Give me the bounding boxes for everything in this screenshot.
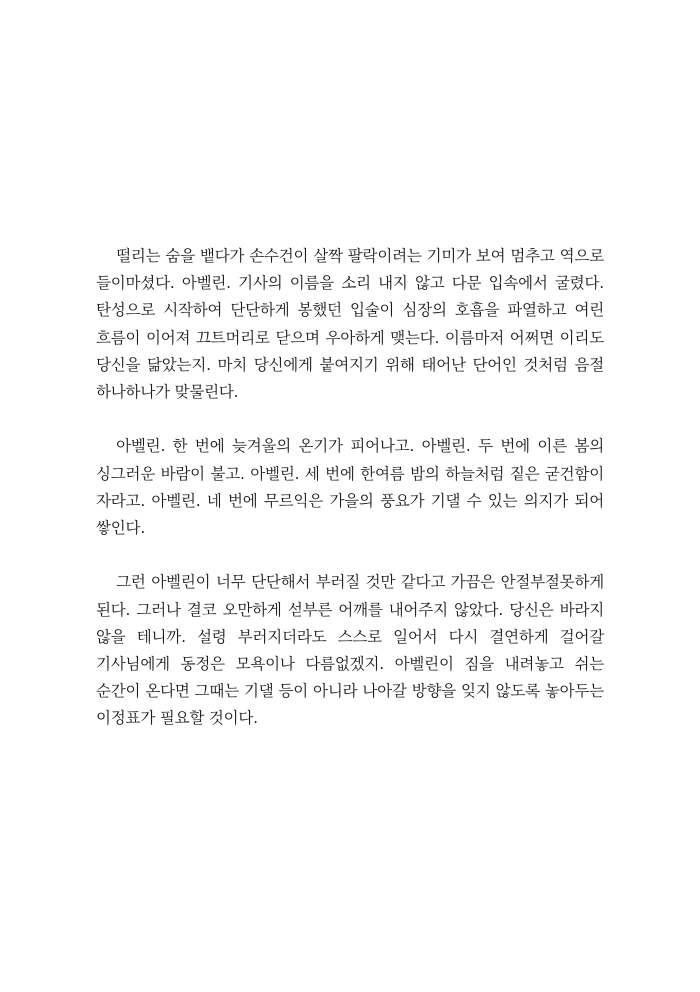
paragraph-3: 그런 아벨린이 너무 단단해서 부러질 것만 같다고 가끔은 안절부절못하게 된다. 그러나 결코 오만하게 섣부른 어깨를 내어주지 않았다. 당신은 바라지 않을 테니까. 설령 부러지더라도 스스로 일어서 다시 결연하게 걸어갈 기사님에게 동정은 모욕이나 다름없겠지. 아벨린이 짐을 내려놓고 쉬는 순간이 온다면 그때는 기댈 등이 아니라 나아갈 방향을 잊지 않도록 놓아두는 이정표가 필요할 것이다. <box>96 573 604 728</box>
paragraph-2: 아벨린. 한 번에 늦겨울의 온기가 피어나고. 아벨린. 두 번에 이른 봄의 싱그러운 바람이 불고. 아벨린. 세 번에 한여름 밤의 하늘처럼 짙은 굳건함이 자라고. 아벨린. 네 번에 무르익은 가을의 풍요가 기댈 수 있는 의지가 되어 쌓인다. <box>96 437 604 538</box>
paragraph-1: 떨리는 숨을 뱉다가 손수건이 살짝 팔락이려는 기미가 보여 멈추고 역으로 들이마셨다. 아벨린. 기사의 이름을 소리 내지 않고 다문 입속에서 굴렸다. 탄성으로 시작하여 단단하게 봉했던 입술이 심장의 호흡을 파열하고 여린 흐름이 이어져 끄트머리로 닫으며 우아하게 맺는다. 이름마저 어쩌면 이리도 당신을 닮았는지. 마치 당신에게 붙여지기 위해 태어난 단어인 것처럼 음절 하나하나가 맞물린다. <box>96 247 604 402</box>
text-body <box>96 243 604 733</box>
